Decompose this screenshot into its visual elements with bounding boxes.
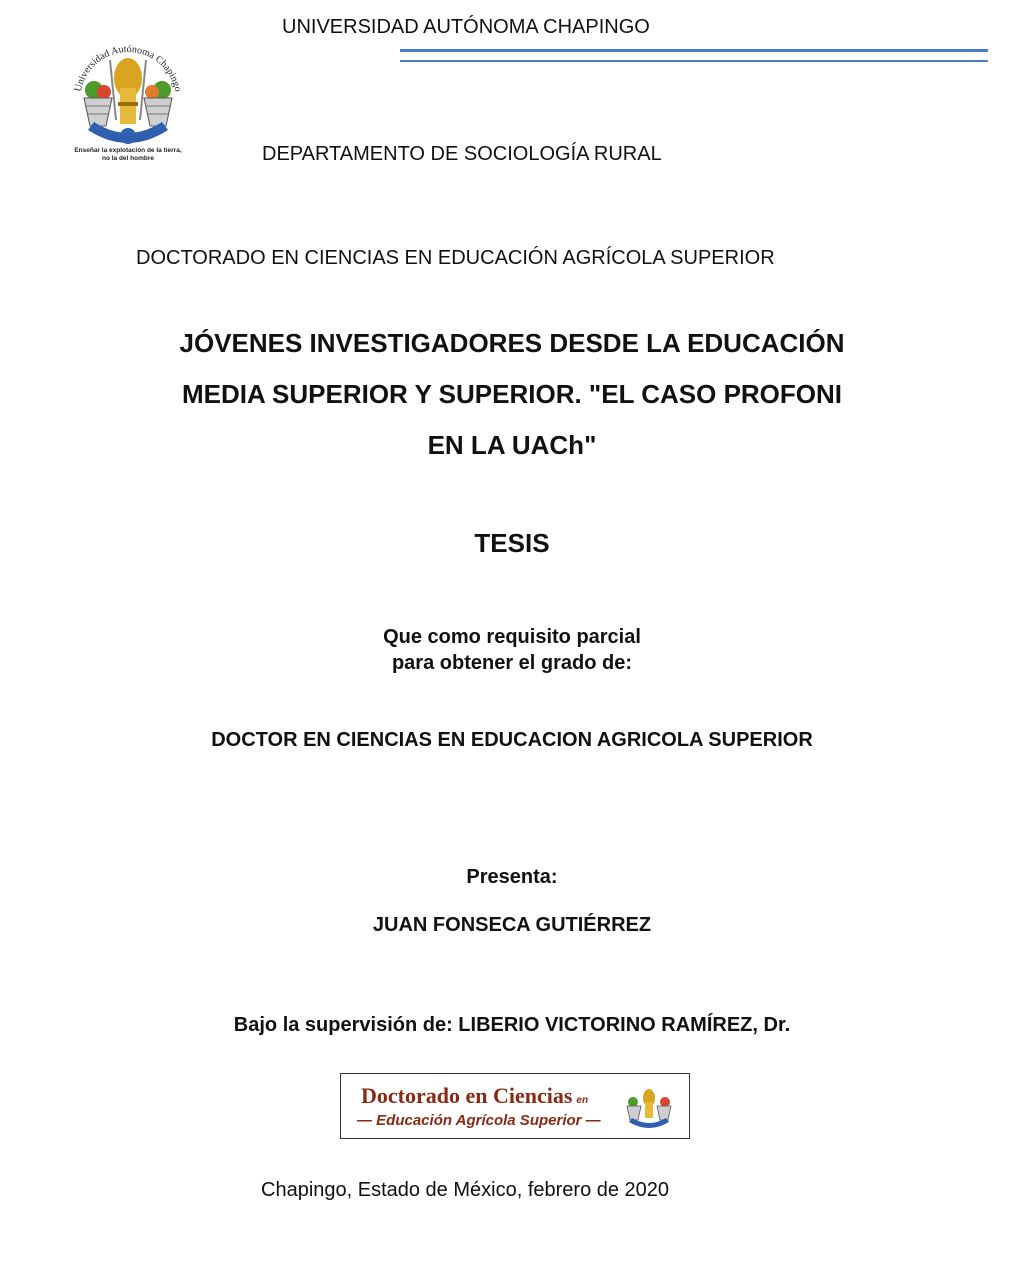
fruit-basket-left-icon: [84, 81, 112, 126]
degree-name: DOCTOR EN CIENCIAS EN EDUCACION AGRICOLA SUPERIOR: [211, 729, 813, 751]
requirement-line-2: para obtener el grado de:: [391, 652, 633, 674]
thesis-title: [0, 318, 1024, 471]
supervision-statement: Bajo la supervisión de: LIBERIO VICTORINO RAMÍREZ, Dr.: [233, 1014, 791, 1036]
program-logo-title-text: Doctorado en Ciencias: [361, 1083, 573, 1108]
program-emblem-icon: [621, 1080, 677, 1134]
program-logo: [340, 1073, 690, 1139]
thesis-title-line-1: JÓVENES INVESTIGADORES DESDE LA EDUCACIÓN: [179, 328, 845, 358]
place-and-date: Chapingo, Estado de México, febrero de 2020: [261, 1179, 670, 1201]
thesis-title-line-3: EN LA UACh": [427, 430, 597, 460]
department-name: DEPARTAMENTO DE SOCIOLOGÍA RURAL: [262, 143, 662, 165]
document-type: TESIS: [474, 528, 550, 558]
university-logo: [58, 30, 198, 170]
logo-motto-line-1: Enseñar la explotación de la tierra,: [74, 147, 182, 154]
program-name: DOCTORADO EN CIENCIAS EN EDUCACIÓN AGRÍCOLA SUPERIOR: [136, 247, 775, 269]
fruit-basket-right-icon: [144, 81, 172, 126]
university-name: UNIVERSIDAD AUTÓNOMA CHAPINGO: [282, 16, 650, 38]
program-logo-subtitle: — Educación Agrícola Superior —: [357, 1112, 601, 1129]
thesis-title-line-2: MEDIA SUPERIOR Y SUPERIOR. "EL CASO PROFONI: [181, 379, 843, 409]
author-name: JUAN FONSECA GUTIÉRREZ: [372, 914, 652, 936]
header-rule-bottom: [400, 60, 988, 62]
program-logo-title-suffix: en: [576, 1095, 589, 1106]
wheat-sheaf-icon: [114, 58, 142, 124]
requirement-line-1: Que como requisito parcial: [383, 626, 641, 648]
header-rule-top: [400, 49, 988, 52]
presenta-label: Presenta:: [466, 866, 558, 888]
program-logo-title: [361, 1083, 588, 1109]
logo-motto-line-2: no la del hombre: [101, 155, 155, 162]
logo-ring-text: Universidad Autónoma Chapingo: [72, 43, 184, 93]
